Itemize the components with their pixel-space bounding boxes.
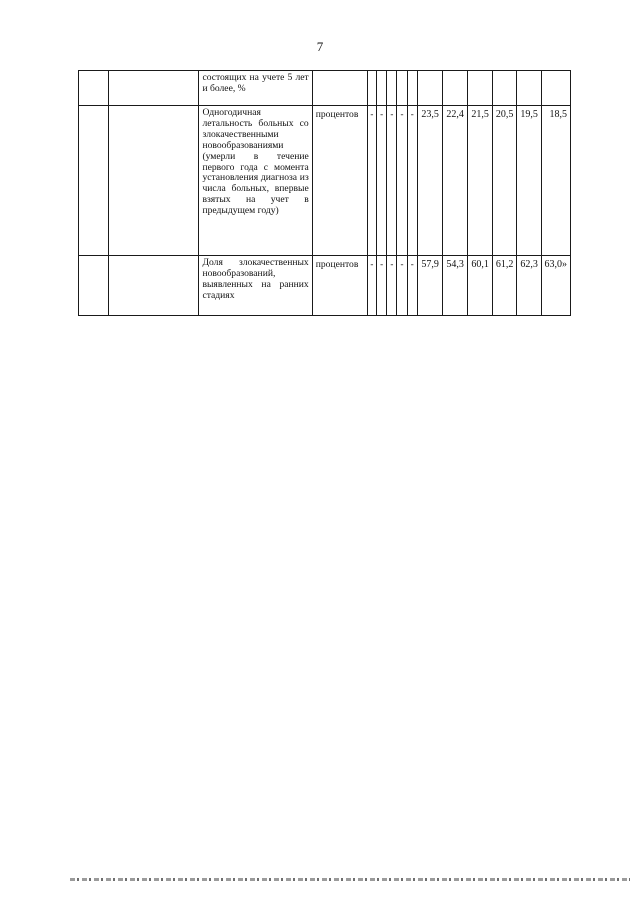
unit-cell: процентов	[312, 106, 367, 256]
value-cell: 63,0»	[542, 256, 571, 316]
value-cell: 54,3	[443, 256, 467, 316]
year-cell	[387, 71, 397, 106]
unit-cell	[312, 71, 367, 106]
indicator-description: Доля злокачественных новообразований, выявленных на ранних стадиях	[199, 256, 312, 316]
value-cell: 62,3	[516, 256, 542, 316]
table-row	[79, 106, 571, 256]
page-number: 7	[316, 39, 324, 54]
indicator-group-cell	[108, 71, 199, 106]
value-cell	[493, 71, 516, 106]
indicator-group-cell	[108, 106, 199, 256]
row-number-cell	[79, 106, 109, 256]
empty-value-dash: -	[387, 106, 397, 256]
indicator-group-cell	[108, 256, 199, 316]
value-cell: 60,1	[467, 256, 493, 316]
empty-value-dash: -	[377, 106, 387, 256]
row-number-cell	[79, 71, 109, 106]
value-cell: 20,5	[493, 106, 516, 256]
empty-value-dash: -	[367, 106, 376, 256]
empty-value-dash: -	[367, 256, 376, 316]
empty-value-dash: -	[397, 256, 407, 316]
empty-value-dash: -	[397, 106, 407, 256]
value-cell: 61,2	[493, 256, 516, 316]
empty-value-dash: -	[407, 256, 417, 316]
value-cell: 57,9	[417, 256, 443, 316]
value-cell: 23,5	[417, 106, 443, 256]
value-cell: 19,5	[516, 106, 542, 256]
value-cell	[516, 71, 542, 106]
value-cell: 22,4	[443, 106, 467, 256]
row-number-cell	[79, 256, 109, 316]
value-cell	[417, 71, 443, 106]
year-cell	[407, 71, 417, 106]
empty-value-dash: -	[387, 256, 397, 316]
value-cell: 18,5	[542, 106, 571, 256]
year-cell	[367, 71, 376, 106]
table-row	[79, 71, 571, 106]
table-row	[79, 256, 571, 316]
year-cell	[397, 71, 407, 106]
year-cell	[377, 71, 387, 106]
empty-value-dash: -	[407, 106, 417, 256]
indicator-description: Одногодичная летальность больных со злокачественными новообразованиями (умерли в течение первого года с момента установления диагноза из числа больных, впервые взятых на учет в предыдущем году)	[199, 106, 312, 256]
unit-cell: процентов	[312, 256, 367, 316]
value-cell	[467, 71, 493, 106]
value-cell	[542, 71, 571, 106]
value-cell	[443, 71, 467, 106]
value-cell: 21,5	[467, 106, 493, 256]
scan-edge-artifact	[70, 878, 630, 881]
empty-value-dash: -	[377, 256, 387, 316]
indicators-table	[78, 70, 571, 316]
indicator-description: состоящих на учете 5 лет и более, %	[199, 71, 312, 106]
